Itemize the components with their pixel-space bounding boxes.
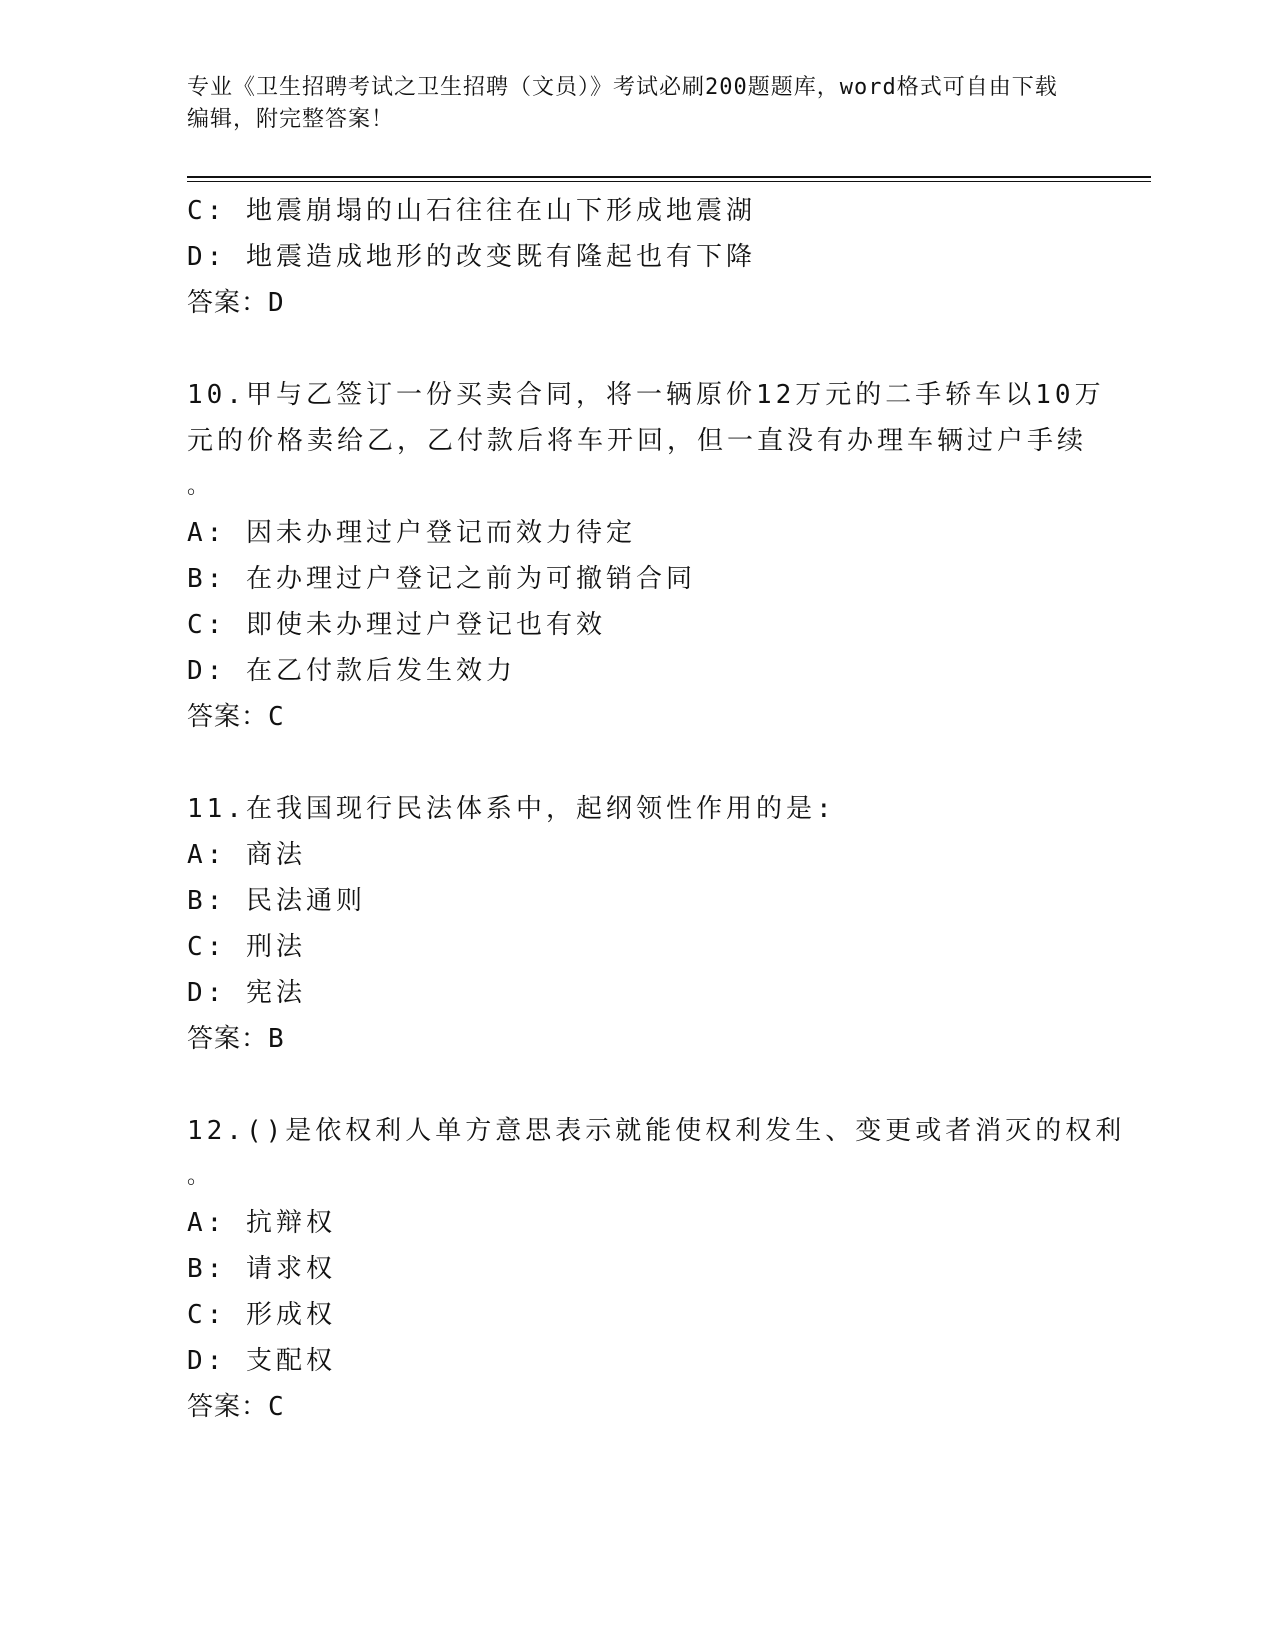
question-stem-line: 元的价格卖给乙，乙付款后将车开回，但一直没有办理车辆过户手续 bbox=[187, 426, 1088, 456]
question-list bbox=[187, 188, 1126, 1430]
option-c: C: 形成权 bbox=[187, 1300, 336, 1330]
option-c: C: 地震崩塌的山石往往在山下形成地震湖 bbox=[187, 196, 756, 226]
option-b: B: 在办理过户登记之前为可撤销合同 bbox=[187, 564, 696, 594]
question-block-12 bbox=[187, 1108, 1126, 1430]
question-block-11 bbox=[187, 786, 1087, 1062]
header-divider-thick bbox=[187, 176, 1151, 178]
spacer bbox=[187, 326, 1087, 372]
option-b: B: 民法通则 bbox=[187, 886, 366, 916]
question-stem-line: 11.在我国现行民法体系中，起纲领性作用的是: bbox=[187, 794, 836, 824]
answer-line: 答案：B bbox=[187, 1024, 285, 1054]
question-stem-line: 。 bbox=[187, 1164, 214, 1189]
spacer bbox=[187, 740, 1087, 786]
header-divider-thin bbox=[187, 181, 1151, 182]
option-d: D: 在乙付款后发生效力 bbox=[187, 656, 516, 686]
option-a: A: 商法 bbox=[187, 840, 306, 870]
answer-line: 答案：D bbox=[187, 288, 285, 318]
question-block-prev bbox=[187, 188, 1087, 326]
option-d: D: 支配权 bbox=[187, 1346, 336, 1376]
question-stem-line: 10.甲与乙签订一份买卖合同，将一辆原价12万元的二手轿车以10万 bbox=[187, 380, 1105, 410]
answer-line: 答案：C bbox=[187, 1392, 285, 1422]
question-stem-line: 12.()是依权利人单方意思表示就能使权利发生、变更或者消灭的权利 bbox=[187, 1116, 1126, 1146]
spacer bbox=[187, 1062, 1087, 1108]
question-stem-line: 。 bbox=[187, 474, 214, 499]
option-a: A: 抗辩权 bbox=[187, 1208, 336, 1238]
option-c: C: 即使未办理过户登记也有效 bbox=[187, 610, 606, 640]
question-block-10 bbox=[187, 372, 1105, 740]
option-d: D: 地震造成地形的改变既有隆起也有下降 bbox=[187, 242, 756, 272]
option-c: C: 刑法 bbox=[187, 932, 306, 962]
page-header: 专业《卫生招聘考试之卫生招聘（文员）》考试必刷200题题库，word格式可自由下载编辑，附完整答案！ bbox=[187, 75, 1058, 132]
option-a: A: 因未办理过户登记而效力待定 bbox=[187, 518, 636, 548]
answer-line: 答案：C bbox=[187, 702, 285, 732]
option-b: B: 请求权 bbox=[187, 1254, 336, 1284]
option-d: D: 宪法 bbox=[187, 978, 306, 1008]
